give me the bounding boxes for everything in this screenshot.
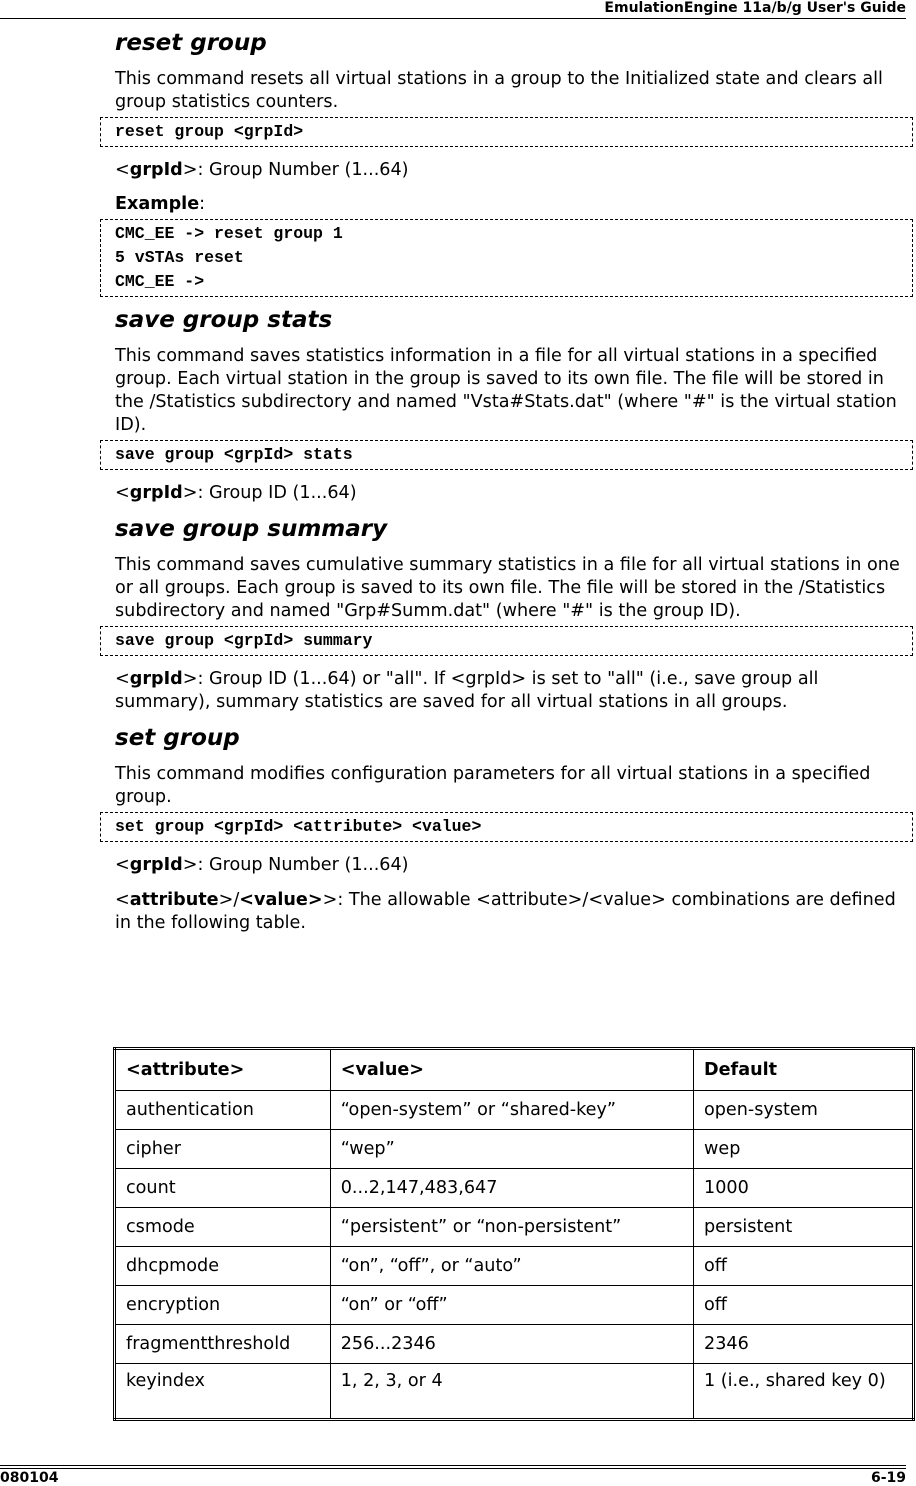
footer-doc-number: 080104 — [0, 1470, 59, 1486]
value-name: <value> — [239, 890, 323, 910]
save-group-stats-syntax: save group <grpId> stats — [100, 440, 913, 470]
page-content — [100, 28, 916, 1391]
save-group-summary-param: <grpId>: Group ID (1...64) or "all". If <grpId> is set to "all" (i.e., save group all summary), summary statistics are saved for all virtual stations in all groups. — [115, 669, 819, 712]
table-row — [115, 1247, 914, 1286]
table-cell: 256...2346 — [330, 1325, 693, 1364]
save-group-summary-description: This command saves cumulative summary statistics in a file for all virtual stations in one or all groups. Each group is saved to its own file. The file will be stored in the /Statistics subdirectory and named "Grp#Summ.dat" (where "#" is the group ID). — [115, 555, 900, 621]
reset-group-syntax: reset group <grpId> — [100, 117, 913, 147]
example-label: Example: — [115, 194, 206, 214]
table-cell: cipher — [115, 1130, 331, 1169]
table-row — [115, 1325, 914, 1364]
set-group-param: <grpId>: Group Number (1...64) — [115, 855, 409, 875]
footer-rule — [0, 1468, 906, 1469]
table-header-row — [115, 1049, 914, 1091]
param-name: grpId — [129, 855, 183, 875]
table-cell: off — [694, 1247, 914, 1286]
table-row — [115, 1286, 914, 1325]
example-label-text: Example — [115, 194, 200, 214]
param-name: grpId — [129, 483, 183, 503]
table-cell: 2346 — [694, 1325, 914, 1364]
save-group-summary-syntax: save group <grpId> summary — [100, 626, 913, 656]
table-cell: “persistent” or “non-persistent” — [330, 1208, 693, 1247]
table-row — [115, 1091, 914, 1130]
example-line: CMC_EE -> reset group 1 — [115, 224, 343, 243]
table-cell: fragmentthreshold — [115, 1325, 331, 1364]
reset-group-description: This command resets all virtual stations in a group to the Initialized state and clears all group statistics counters. — [115, 69, 883, 112]
table-header-cell: <value> — [330, 1049, 693, 1091]
table-cell: “on”, “off”, or “auto” — [330, 1247, 693, 1286]
set-group-syntax: set group <grpId> <attribute> <value> — [100, 812, 913, 842]
table-row — [115, 1130, 914, 1169]
heading-reset-group: reset group — [115, 30, 267, 56]
reset-group-param: <grpId>: Group Number (1...64) — [115, 160, 409, 180]
set-group-attr-desc: <attribute>/<value>>: The allowable <attribute>/<value> combinations are defined in the following table. — [115, 890, 896, 933]
example-line: CMC_EE -> — [115, 272, 205, 291]
footer-page-number: 6-19 — [870, 1470, 906, 1486]
table-cell: “wep” — [330, 1130, 693, 1169]
table-header-cell: <attribute> — [115, 1049, 331, 1091]
table-row — [115, 1208, 914, 1247]
table-cell: wep — [694, 1130, 914, 1169]
table-cell: 0...2,147,483,647 — [330, 1169, 693, 1208]
param-name: grpId — [129, 160, 183, 180]
table-cell: csmode — [115, 1208, 331, 1247]
table-cell: “on” or “off” — [330, 1286, 693, 1325]
table-row — [115, 1364, 914, 1420]
footer-rule — [0, 1465, 906, 1466]
heading-set-group: set group — [115, 725, 240, 751]
heading-save-group-stats: save group stats — [115, 307, 333, 333]
param-desc: >: Group Number (1...64) — [182, 160, 409, 180]
table-row — [115, 1169, 914, 1208]
param-name: grpId — [129, 669, 183, 689]
table-cell: encryption — [115, 1286, 331, 1325]
table-cell: “open-system” or “shared-key” — [330, 1091, 693, 1130]
table-cell: 1, 2, 3, or 4 — [330, 1364, 693, 1420]
param-desc: >: Group Number (1...64) — [182, 855, 409, 875]
save-group-stats-description: This command saves statistics information in a file for all virtual stations in a specified group. Each virtual station in the group is saved to its own file. The file will be stored in the /Statistics subdirectory and named "Vsta#Stats.dat" (where "#" is the virtual station ID). — [115, 346, 897, 435]
table-cell: keyindex — [115, 1364, 331, 1420]
param-desc: >: Group ID (1...64) or "all". If <grpId> is set to "all" (i.e., save group all summary), summary statistics are saved for all virtual stations in all groups. — [115, 669, 819, 712]
table-cell: off — [694, 1286, 914, 1325]
heading-save-group-summary: save group summary — [115, 516, 388, 542]
table-cell: count — [115, 1169, 331, 1208]
table-cell: 1 (i.e., shared key 0) — [694, 1364, 914, 1420]
reset-group-example — [100, 219, 913, 297]
param-desc: >: Group ID (1...64) — [182, 483, 357, 503]
table-cell: open-system — [694, 1091, 914, 1130]
attribute-table — [113, 1047, 915, 1421]
save-group-stats-param: <grpId>: Group ID (1...64) — [115, 483, 357, 503]
example-line: 5 vSTAs reset — [115, 248, 244, 267]
table-header-cell: Default — [694, 1049, 914, 1091]
attr-name: attribute — [129, 890, 219, 910]
header-title: EmulationEngine 11a/b/g User's Guide — [604, 0, 906, 16]
table-cell: 1000 — [694, 1169, 914, 1208]
page-header — [0, 0, 906, 19]
table-cell: authentication — [115, 1091, 331, 1130]
set-group-description: This command modifies configuration parameters for all virtual stations in a specified group. — [115, 764, 871, 807]
table-cell: dhcpmode — [115, 1247, 331, 1286]
table-cell: persistent — [694, 1208, 914, 1247]
attr-desc-text: : The allowable <attribute>/<value> combinations are defined in the following table. — [115, 890, 896, 933]
